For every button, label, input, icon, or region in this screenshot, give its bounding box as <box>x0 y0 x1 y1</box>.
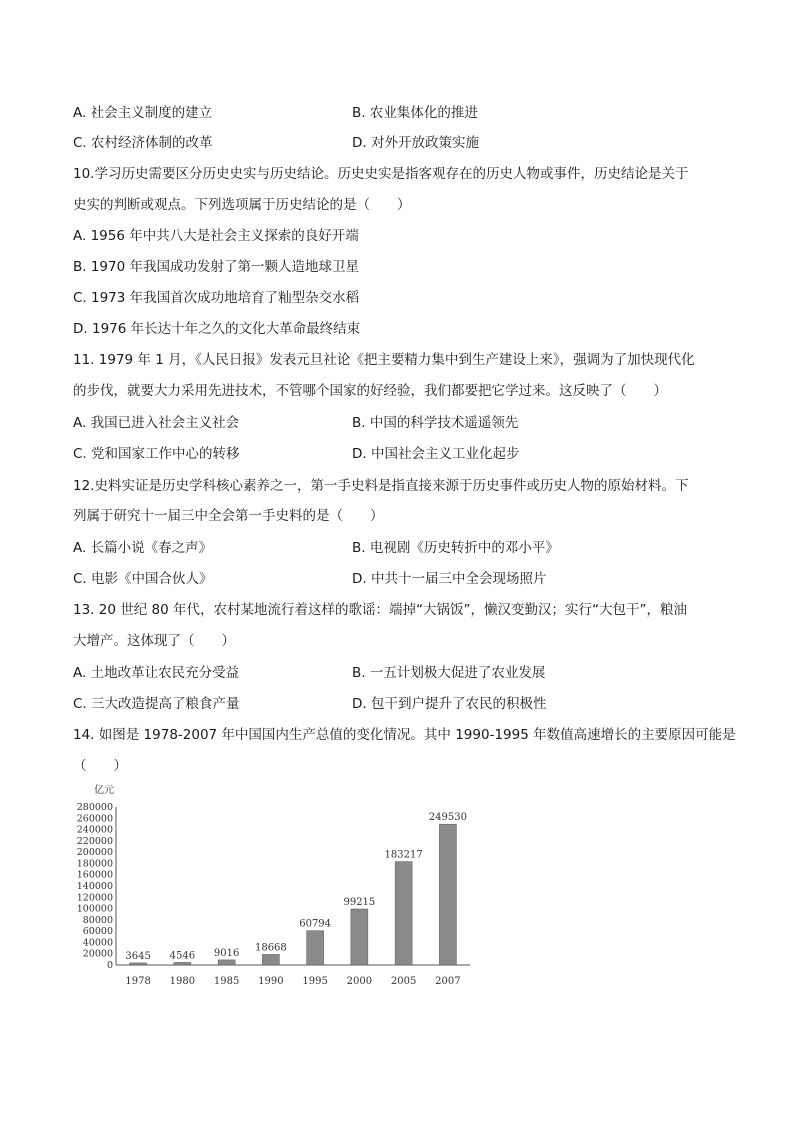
value-labels <box>125 812 467 962</box>
q9-option-b: B. 农业集体化的推进 <box>352 105 478 121</box>
x-tick-label: 2007 <box>435 976 461 987</box>
q12-option-b: B. 电视剧《历史转折中的邓小平》 <box>352 540 559 556</box>
y-tick-label: 160000 <box>76 869 113 881</box>
x-tick-label: 1980 <box>169 976 196 987</box>
q11-option-c: C. 党和国家工作中心的转移 <box>73 446 240 462</box>
x-tick-label: 1985 <box>213 976 240 987</box>
q14-stem-line2: （ ） <box>73 758 127 774</box>
bar-value-label: 183217 <box>384 849 423 861</box>
y-tick-label: 60000 <box>82 926 113 938</box>
q12-option-d: D. 中共十一届三中全会现场照片 <box>352 571 547 587</box>
y-tick-label: 200000 <box>76 847 113 859</box>
y-tick-label: 120000 <box>76 892 113 904</box>
q11-stem-line1: 11. 1979 年 1 月，《人民日报》发表元旦社论《把主要精力集中到生产建设上来》，强调为了加快现代化 <box>73 352 695 368</box>
q13-option-b: B. 一五计划极大促进了农业发展 <box>352 665 546 681</box>
q12-stem-line2: 列属于研究十一届三中全会第一手史料的是（ ） <box>73 508 384 524</box>
y-tick-label: 80000 <box>82 914 113 926</box>
bar-value-label: 9016 <box>213 947 240 959</box>
bar <box>351 909 368 965</box>
y-tick-label: 240000 <box>76 824 113 836</box>
q13-stem-line1: 13. 20 世纪 80 年代，农村某地流行着这样的歌谣：端掉“大锅饭”，懒汉变勤汉；实行“大包干”，粮油 <box>73 602 687 618</box>
q10-stem-line2: 史实的判断或观点。下列选项属于历史结论的是（ ） <box>73 197 411 213</box>
q10-option-d: D. 1976 年长达十年之久的文化大革命最终结束 <box>73 321 361 337</box>
q13-option-d: D. 包干到户提升了农民的积极性 <box>352 696 547 712</box>
q12-option-c: C. 电影《中国合伙人》 <box>73 571 213 587</box>
q9-option-a: A. 社会主义制度的建立 <box>73 105 213 121</box>
bar <box>174 962 191 965</box>
bar <box>262 954 279 965</box>
y-tick-label: 220000 <box>76 835 113 847</box>
bar <box>439 824 456 965</box>
q11-stem-line2: 的步伐，就要大力采用先进技术，不管哪个国家的好经验，我们都要把它学过来。这反映了（ ） <box>73 383 667 399</box>
y-tick-label: 140000 <box>76 881 113 892</box>
gdp-bar-chart <box>70 783 490 993</box>
q12-option-a: A. 长篇小说《春之声》 <box>73 540 213 556</box>
q10-option-c: C. 1973 年我国首次成功地培育了籼型杂交水稻 <box>73 290 360 306</box>
q11-option-d: D. 中国社会主义工业化起步 <box>352 446 520 462</box>
x-tick-label: 1990 <box>258 976 284 987</box>
q14-stem-line1: 14. 如图是 1978-2007 年中国国内生产总值的变化情况。其中 1990-1995 年数值高速增长的主要原因可能是 <box>73 727 736 743</box>
y-tick-label: 260000 <box>76 813 113 825</box>
y-tick-label: 280000 <box>76 802 113 813</box>
q13-option-c: C. 三大改造提高了粮食产量 <box>73 696 240 712</box>
y-tick-labels <box>77 802 113 971</box>
bar-value-label: 3645 <box>125 950 151 962</box>
y-tick-label: 180000 <box>76 858 113 870</box>
bars <box>130 824 457 965</box>
x-tick-label: 2000 <box>346 976 373 987</box>
q13-stem-line2: 大增产。这体现了（ ） <box>73 633 235 649</box>
x-tick-label: 1995 <box>302 976 328 987</box>
bar-value-label: 99215 <box>343 897 376 909</box>
q11-option-a: A. 我国已进入社会主义社会 <box>73 415 240 431</box>
y-tick-label: 20000 <box>82 948 113 960</box>
y-tick-label: 0 <box>106 960 113 971</box>
q12-stem-line1: 12.史料实证是历史学科核心素养之一，第一手史料是指直接来源于历史事件或历史人物的原始材料。下 <box>73 478 689 494</box>
q9-option-d: D. 对外开放政策实施 <box>352 135 479 151</box>
q10-option-a: A. 1956 年中共八大是社会主义探索的良好开端 <box>73 228 359 244</box>
q10-stem-line1: 10.学习历史需要区分历史史实与历史结论。历史史实是指客观存在的历史人物或事件，历史结论是关于 <box>73 166 689 182</box>
x-tick-label: 2005 <box>390 976 417 987</box>
q10-option-b: B. 1970 年我国成功发射了第一颗人造地球卫星 <box>73 259 359 275</box>
x-tick-label: 1978 <box>125 976 151 987</box>
y-tick-label: 100000 <box>76 903 113 915</box>
bar-value-label: 18668 <box>254 942 287 954</box>
q11-option-b: B. 中国的科学技术遥遥领先 <box>352 415 519 431</box>
bar-value-label: 60794 <box>299 918 332 930</box>
x-tick-labels <box>125 976 460 987</box>
bar <box>307 931 324 965</box>
bar <box>395 862 412 965</box>
bar <box>218 960 235 965</box>
bar-value-label: 249530 <box>428 812 467 824</box>
y-axis-unit-label: 亿元 <box>94 785 114 796</box>
y-tick-label: 40000 <box>82 937 113 949</box>
bar-value-label: 4546 <box>169 950 196 962</box>
bar <box>130 963 147 965</box>
q9-option-c: C. 农村经济体制的改革 <box>73 135 213 151</box>
q13-option-a: A. 土地改革让农民充分受益 <box>73 665 240 681</box>
